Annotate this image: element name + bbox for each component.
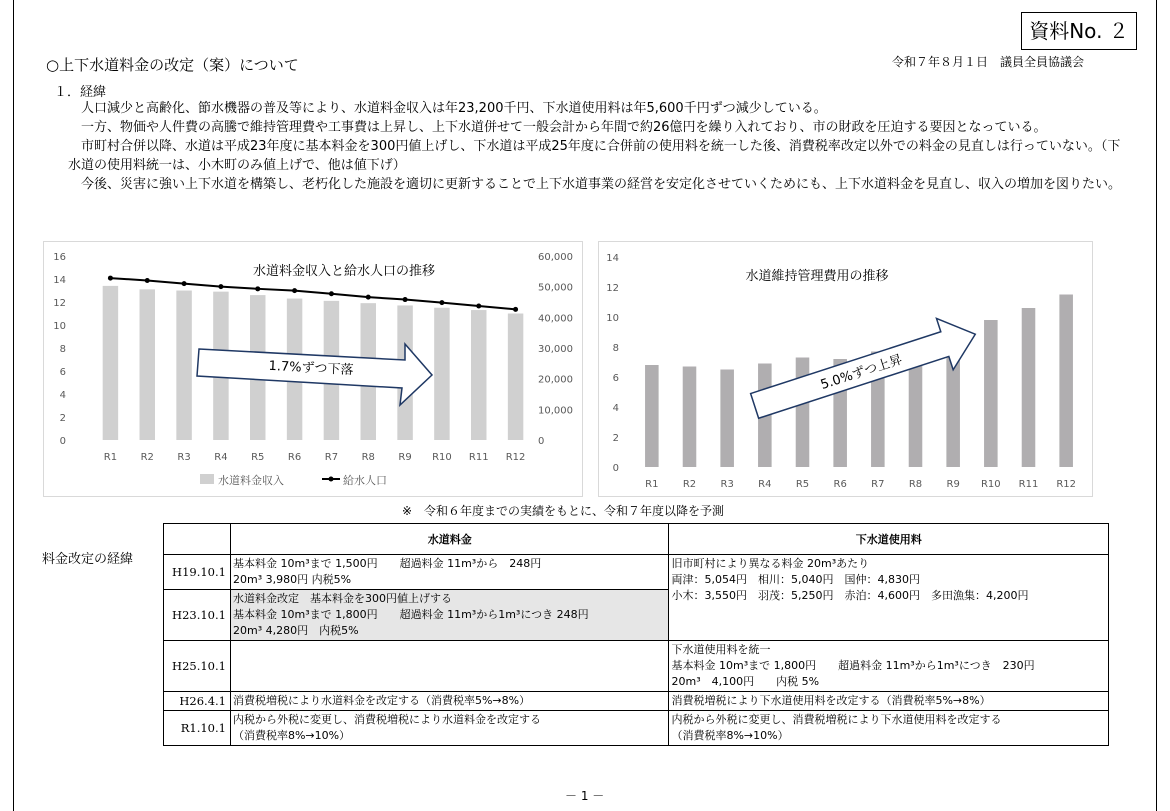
- population-point: [439, 300, 444, 305]
- y-tick-label-left: 8: [59, 344, 66, 355]
- population-point: [108, 276, 113, 281]
- population-point: [476, 303, 481, 308]
- y-tick-label: 0: [612, 463, 619, 474]
- bar: [720, 370, 734, 468]
- bar: [508, 314, 523, 441]
- population-point: [403, 297, 408, 302]
- y-tick-label-right: 40,000: [538, 313, 573, 325]
- x-tick-label: R7: [324, 452, 339, 463]
- y-tick-label: 14: [606, 253, 619, 264]
- bar: [1059, 295, 1073, 468]
- x-tick-label: R8: [908, 479, 923, 490]
- row-date: H23.10.1: [164, 590, 231, 641]
- row-date: R1.10.1: [164, 711, 231, 746]
- x-tick-label: R5: [795, 479, 810, 490]
- water-cell: [230, 692, 669, 711]
- paragraph: 人口減少と高齢化、節水機器の普及等により、水道料金収入は年23,200千円、下水道使用料は年5,600千円ずつ減少している。: [81, 101, 827, 116]
- cell-line: 下水道使用料を統一: [671, 643, 771, 656]
- sewer-cell: [669, 711, 1109, 746]
- cell-line: 20m³ 3,980円 内税5%: [232, 573, 352, 586]
- y-tick-label: 8: [612, 343, 619, 354]
- y-tick-label-right: 60,000: [538, 252, 573, 263]
- cell-line: 20m³ 4,280円 内税5%: [232, 624, 359, 637]
- y-tick-label-left: 10: [53, 321, 66, 332]
- x-tick-label: R4: [758, 479, 772, 490]
- section-heading: １．経緯: [54, 85, 107, 100]
- history-label: 料金改定の経緯: [42, 552, 134, 567]
- row-date: H26.4.1: [164, 692, 231, 711]
- y-tick-label: 10: [606, 313, 619, 324]
- water-cell: [230, 641, 669, 692]
- x-tick-label: R3: [177, 452, 191, 463]
- y-tick-label-left: 14: [53, 275, 66, 286]
- page-number: － 1 －: [565, 789, 605, 803]
- x-tick-label: R4: [214, 452, 228, 463]
- y-tick-label-right: 0: [538, 436, 545, 447]
- cell-line: 旧市町村により異なる料金 20m³あたり: [671, 557, 870, 570]
- row-date: H25.10.1: [164, 641, 231, 692]
- cell-line: 両津：5,054円 相川：5,040円 国仲：4,830円: [671, 573, 920, 586]
- cell-line: 20m³ 4,100円 内税 5%: [671, 675, 820, 688]
- y-tick-label: 12: [606, 283, 619, 294]
- bar: [984, 320, 998, 467]
- y-tick-label-left: 2: [59, 413, 66, 424]
- population-point: [145, 278, 150, 283]
- row-date: H19.10.1: [164, 555, 231, 590]
- y-tick-label-right: 50,000: [538, 282, 573, 294]
- bar: [645, 365, 659, 467]
- legend-swatch-point: [329, 477, 334, 482]
- header-date-cell: [164, 524, 231, 555]
- x-tick-label: R12: [1056, 479, 1077, 490]
- table-row: [164, 641, 1109, 692]
- y-tick-label-left: 0: [59, 436, 66, 447]
- y-tick-label-left: 6: [59, 367, 66, 378]
- paragraph: 一方、物価や人件費の高騰で維持管理費や工事費は上昇し、上下水道併せて一般会計から年間で約26億円を繰り入れており、市の財政を圧迫する要因となっている。: [81, 120, 1047, 135]
- revenue-population-chart: [43, 241, 583, 497]
- table-header-row: [164, 524, 1109, 555]
- y-tick-label: 6: [612, 373, 619, 384]
- legend-label-population: 給水人口: [343, 474, 387, 487]
- x-tick-label: R1: [645, 479, 659, 490]
- population-point: [513, 307, 518, 312]
- forecast-note: ※ 令和６年度までの実績をもとに、令和７年度以降を予測: [402, 504, 725, 518]
- x-tick-label: R10: [980, 479, 1001, 490]
- document-number-box: 資料No. ２: [1021, 12, 1137, 50]
- y-tick-label-right: 30,000: [538, 344, 573, 355]
- population-point: [366, 295, 371, 300]
- population-point: [292, 288, 297, 293]
- water-cell: [230, 555, 669, 590]
- population-point: [182, 281, 187, 286]
- x-tick-label: R6: [833, 479, 847, 490]
- paragraph: 市町村合併以降、水道は平成23年度に基本料金を300円値上げし、下水道は平成25年度に合併前の使用料を統一した後、消費税率改定以外での料金の見直しは行っていない。（下水道の使用料統一は、小木町のみ値上げで、他は値下げ）: [68, 139, 1121, 173]
- y-tick-label-left: 4: [59, 390, 66, 401]
- sewer-cell: [669, 692, 1109, 711]
- population-point: [329, 291, 334, 296]
- maintenance-cost-chart-svg: [599, 242, 1092, 496]
- y-tick-label-right: 10,000: [538, 405, 573, 417]
- header-water: 水道料金: [230, 524, 669, 555]
- y-tick-label: 4: [612, 403, 619, 414]
- y-tick-label-right: 20,000: [538, 374, 573, 386]
- water-cell: [230, 590, 669, 641]
- x-tick-label: R10: [432, 452, 452, 463]
- x-tick-label: R6: [287, 452, 302, 463]
- bar: [471, 310, 486, 440]
- cell-line: 内税から外税に変更し、消費税増税により水道料金を改定する: [232, 713, 541, 726]
- arrow-label: 5.0%ずつ上昇: [818, 352, 905, 393]
- cell-line: 基本料金 10m³まで 1,800円 超過料金 11m³から1m³につき 230円: [671, 659, 1035, 672]
- rate-history-table: [163, 523, 1109, 746]
- population-line: [110, 278, 515, 309]
- table-row: [164, 692, 1109, 711]
- x-tick-label: R2: [682, 479, 697, 490]
- y-tick-label: 2: [612, 433, 619, 444]
- bar: [434, 308, 449, 440]
- x-tick-label: R2: [140, 452, 154, 463]
- bar: [796, 358, 810, 468]
- cell-line: 基本料金 10m³まで 1,500円 超過料金 11m³から 248円: [232, 557, 542, 570]
- cell-line: 内税から外税に変更し、消費税増税により下水道使用料を改定する: [671, 713, 1002, 726]
- x-tick-label: R7: [871, 479, 885, 490]
- arrow-label: 1.7%ずつ下落: [268, 358, 354, 379]
- x-tick-label: R9: [946, 479, 960, 490]
- bar: [683, 367, 697, 468]
- cell-line: （消費税率8%→10%）: [232, 729, 351, 742]
- paragraph: 今後、災害に強い上下水道を構築し、老朽化した施設を適切に更新することで上下水道事業の経営を安定化させていくためにも、上下水道料金を見直し、収入の増加を図りたい。: [81, 177, 1122, 192]
- x-tick-label: R1: [103, 452, 118, 463]
- header-sewer: 下水道使用料: [669, 524, 1109, 555]
- x-tick-label: R5: [251, 452, 265, 463]
- background-text: [68, 99, 1128, 194]
- x-tick-label: R11: [468, 452, 489, 463]
- y-tick-label-left: 16: [53, 252, 66, 263]
- population-point: [255, 286, 260, 291]
- cell-line: 消費税増税により水道料金を改定する（消費税率5%→8%）: [232, 694, 531, 707]
- cell-line: 小木：3,550円 羽茂：5,250円 赤泊：4,600円 多田漁集：4,200円: [671, 589, 1029, 602]
- x-tick-label: R12: [505, 452, 526, 463]
- bar: [140, 289, 155, 440]
- y-tick-label-left: 12: [53, 298, 66, 309]
- cell-line: 消費税増税により下水道使用料を改定する（消費税率5%→8%）: [671, 694, 991, 707]
- table-row: [164, 711, 1109, 746]
- water-cell: [230, 711, 669, 746]
- legend-label-revenue: 水道料金収入: [218, 474, 284, 487]
- table-row: [164, 555, 1109, 590]
- chart-title: 水道維持管理費用の推移: [745, 269, 889, 284]
- cell-line: （消費税率8%→10%）: [671, 729, 789, 742]
- meeting-date: 令和７年８月１日 議員全員協議会: [892, 55, 1085, 69]
- sewer-cell: [669, 555, 1109, 641]
- maintenance-cost-chart: [598, 241, 1093, 497]
- x-tick-label: R11: [1018, 479, 1039, 490]
- sewer-cell: [669, 641, 1109, 692]
- revenue-population-chart-svg: [44, 242, 582, 496]
- bar: [103, 286, 118, 440]
- bar: [176, 291, 191, 441]
- legend-swatch-bar: [200, 474, 214, 484]
- page-title: ○上下水道料金の改定（案）について: [46, 56, 299, 74]
- population-point: [218, 284, 223, 289]
- x-tick-label: R8: [361, 452, 375, 463]
- cell-line: 基本料金 10m³まで 1,800円 超過料金 11m³から1m³につき 248円: [232, 608, 589, 621]
- chart-title: 水道料金収入と給水人口の推移: [252, 264, 436, 279]
- x-tick-label: R9: [398, 452, 412, 463]
- cell-line: 水道料金改定 基本料金を300円値上げする: [232, 592, 452, 605]
- x-tick-label: R3: [720, 479, 734, 490]
- bar: [1022, 308, 1036, 467]
